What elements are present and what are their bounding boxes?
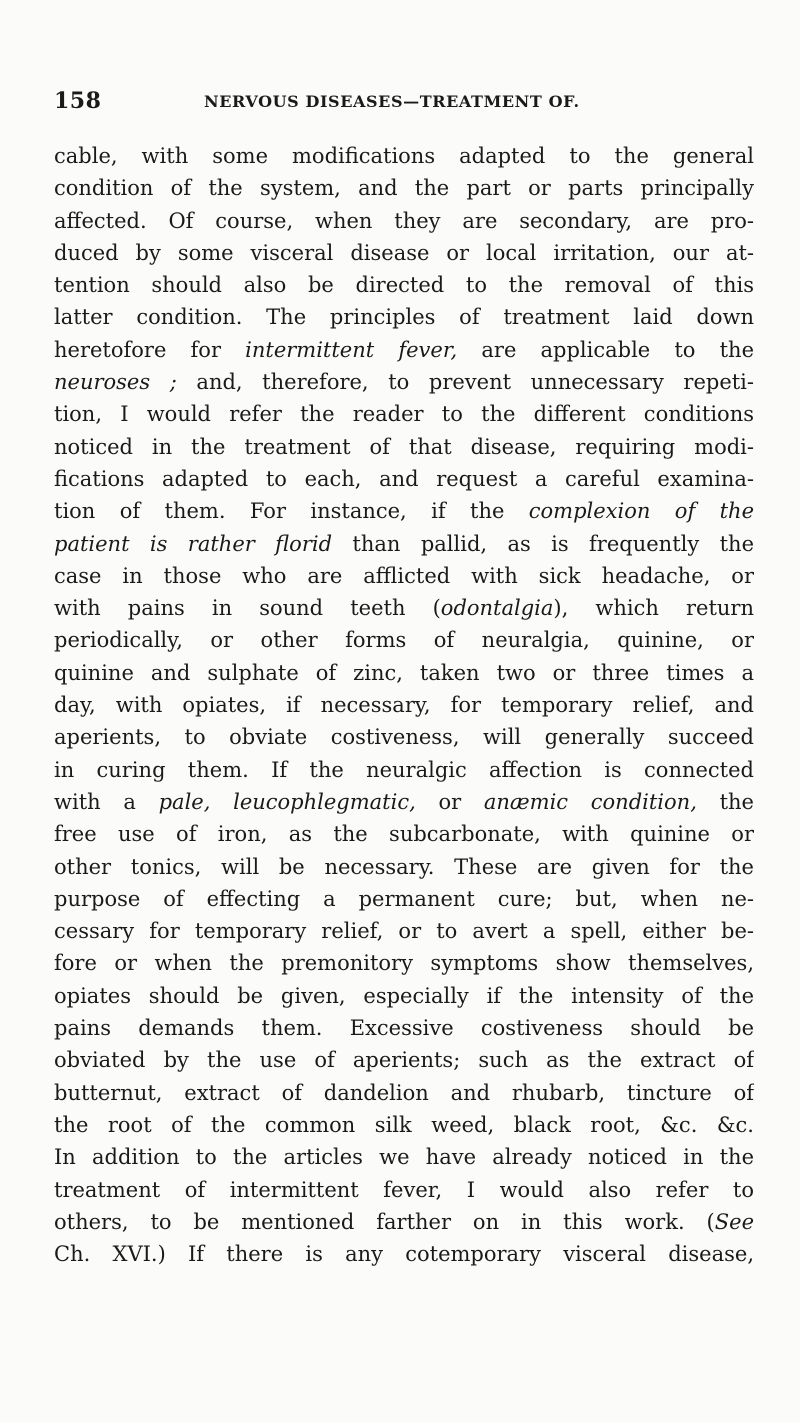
- text-segment: noticed in the treatment of that disease, requiring modi-: [54, 434, 754, 459]
- italic-text: neuroses ;: [54, 370, 177, 395]
- text-line: [54, 689, 754, 721]
- text-line: [54, 463, 754, 495]
- text-segment: case in those who are afflicted with sick headache, or: [54, 563, 754, 588]
- text-segment: butternut, extract of dandelion and rhubarb, tincture of: [54, 1080, 754, 1105]
- text-line: [54, 172, 754, 204]
- text-line: [54, 1206, 754, 1238]
- text-line: [54, 205, 754, 237]
- text-segment: opiates should be given, especially if the intensity of the: [54, 983, 754, 1008]
- text-line: [54, 560, 754, 592]
- text-line: [54, 1077, 754, 1109]
- italic-text: odontalgia: [440, 596, 554, 621]
- text-line: [54, 301, 754, 333]
- text-segment: heretofore for: [54, 337, 246, 362]
- text-segment: latter condition. The principles of treatment laid down: [54, 305, 754, 330]
- page-number: 158: [54, 88, 102, 114]
- text-line: [54, 915, 754, 947]
- text-segment: or: [415, 789, 484, 814]
- text-line: [54, 495, 754, 527]
- text-line: [54, 1012, 754, 1044]
- text-segment: day, with opiates, if necessary, for temporary relief, and: [54, 693, 754, 718]
- text-segment: the: [696, 789, 754, 814]
- text-segment: tion of them. For instance, if the: [54, 499, 529, 524]
- running-head: NERVOUS DISEASES—TREATMENT OF.: [204, 92, 580, 111]
- italic-text: See: [714, 1209, 754, 1234]
- text-line: [54, 334, 754, 366]
- text-segment: with a: [54, 789, 159, 814]
- text-segment: are applicable to the: [457, 337, 754, 362]
- text-line: [54, 1141, 754, 1173]
- text-segment: obviated by the use of aperients; such as the extract of: [54, 1048, 754, 1073]
- text-line: [54, 657, 754, 689]
- text-segment: with pains in sound teeth (: [54, 596, 441, 621]
- text-line: [54, 1044, 754, 1076]
- text-segment: cessary for temporary relief, or to avert a spell, either be-: [54, 919, 754, 944]
- text-segment: the root of the common silk weed, black root, &c. &c.: [54, 1112, 754, 1137]
- text-line: [54, 818, 754, 850]
- text-segment: tention should also be directed to the removal of this: [54, 273, 754, 298]
- text-segment: treatment of intermittent fever, I would also refer to: [54, 1177, 754, 1202]
- text-segment: other tonics, will be necessary. These are given for the: [54, 854, 754, 879]
- page-header: [54, 88, 754, 118]
- text-line: [54, 269, 754, 301]
- text-line: [54, 754, 754, 786]
- text-line: [54, 947, 754, 979]
- text-segment: cable, with some modifications adapted to the general: [54, 144, 754, 168]
- text-segment: affected. Of course, when they are secondary, are pro-: [54, 208, 754, 233]
- italic-text: pale, leucophlegmatic,: [158, 789, 416, 814]
- text-line: [54, 1109, 754, 1141]
- text-segment: periodically, or other forms of neuralgia, quinine, or: [54, 628, 754, 653]
- text-line: [54, 883, 754, 915]
- text-line: [54, 431, 754, 463]
- text-line: [54, 1238, 754, 1270]
- text-line: [54, 140, 754, 172]
- text-segment: condition of the system, and the part or parts principally: [54, 176, 754, 201]
- text-line: [54, 366, 754, 398]
- italic-text: patient is rather florid: [54, 531, 333, 556]
- text-segment: pains demands them. Excessive costiveness should be: [54, 1016, 754, 1041]
- text-segment: duced by some visceral disease or local irritation, our at-: [54, 240, 754, 265]
- italic-text: complexion of the: [528, 499, 754, 524]
- text-segment: quinine and sulphate of zinc, taken two or three times a: [54, 660, 754, 685]
- body-text: [54, 140, 754, 1270]
- text-segment: ), which return: [553, 596, 754, 621]
- text-line: [54, 980, 754, 1012]
- text-line: [54, 237, 754, 269]
- text-line: [54, 398, 754, 430]
- text-segment: In addition to the articles we have already noticed in the: [54, 1145, 754, 1170]
- text-segment: fications adapted to each, and request a careful examina-: [54, 466, 754, 491]
- italic-text: anæmic condition,: [483, 789, 697, 814]
- text-segment: than pallid, as is frequently the: [332, 531, 754, 556]
- text-segment: fore or when the premonitory symptoms show themselves,: [54, 951, 754, 976]
- text-line: [54, 721, 754, 753]
- text-segment: and, therefore, to prevent unnecessary repeti-: [176, 370, 754, 395]
- text-segment: others, to be mentioned farther on in this work. (: [54, 1209, 715, 1234]
- text-line: [54, 528, 754, 560]
- text-segment: Ch. XVI.) If there is any cotemporary visceral disease,: [54, 1242, 754, 1267]
- italic-text: intermittent fever,: [245, 337, 458, 362]
- text-segment: tion, I would refer the reader to the different conditions: [54, 402, 754, 427]
- text-line: [54, 1174, 754, 1206]
- text-line: [54, 624, 754, 656]
- text-segment: in curing them. If the neuralgic affection is connected: [54, 757, 754, 782]
- text-line: [54, 592, 754, 624]
- text-segment: free use of iron, as the subcarbonate, with quinine or: [54, 822, 754, 847]
- text-segment: aperients, to obviate costiveness, will generally succeed: [54, 725, 754, 750]
- text-segment: purpose of effecting a permanent cure; but, when ne-: [54, 886, 754, 911]
- text-line: [54, 786, 754, 818]
- text-line: [54, 851, 754, 883]
